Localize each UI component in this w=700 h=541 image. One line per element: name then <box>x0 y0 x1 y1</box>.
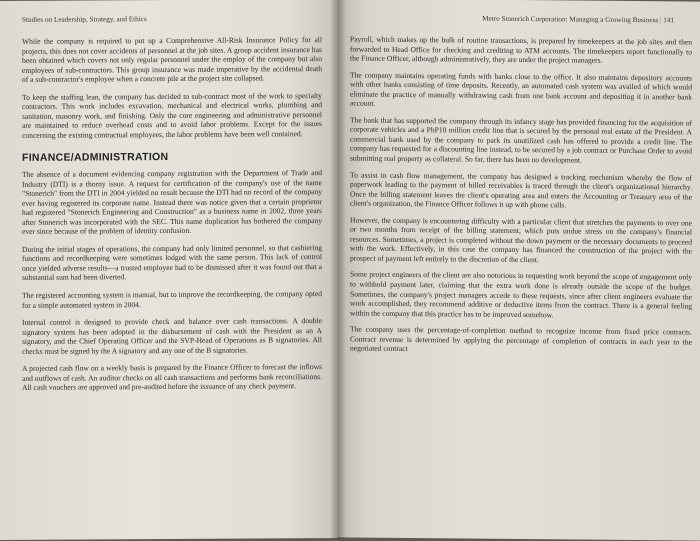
paragraph: Internal control is designed to provide check and balance over cash transactions. A double signatory system has been adopted in the disbursement of cash with the President as an A signatory, and the Chief Operating Officer and the SVP-Head of Operations as B signatories. All checks must be signed by the A signatory and any one of the B signatories. <box>22 316 322 356</box>
page-number: 141 <box>663 16 674 25</box>
paragraph: The company maintains operating funds with banks close to the office. It also maintains depository accounts with other banks consisting of time deposits. Recently, an automated cash system was availed of which would eliminate the practice of manually withdrawing cash from one bank account and depositing it in another bank account. <box>350 70 692 109</box>
paragraph: Some project engineers of the client are also notorious in requesting work beyond the scope of engagement only to withhold payment later, claiming that the extra work done is already outside the scope of the budget. Sometimes, the company's project managers accede to these requests, since after client engineers evaluate the work accomplished, they recommend additive or deductive items from the contract. There is a general feeling within the company that this practice has to be improved somehow. <box>350 270 692 319</box>
paragraph: While the company is required to put up a Comprehensive All-Risk Insurance Policy for all projects, this does not cover accidents of personnel at the job sites. A group accident insurance has been obtained which covers not only regular personnel under the employ of the company but also employees of sub-contractors. This group insurance was made imperative by the accidental death of a sub-contractor's employee when a concrete pile at the project site collapsed. <box>22 35 322 85</box>
section-heading-finance: FINANCE/ADMINISTRATION <box>22 151 169 165</box>
right-column <box>350 35 692 357</box>
right-running-head <box>350 13 692 38</box>
paragraph: Payroll, which makes up the bulk of routine transactions, is prepared by timekeepers at the job sites and then forwarded to Head Office for checking and crediting to ATM accounts. The timekeepers report functionally to the Finance Officer, although administratively, they are under the project managers. <box>350 34 692 65</box>
left-page <box>0 0 338 540</box>
paragraph: To keep the staffing lean, the company has decided to sub-contract most of the work to specialty contractors. This work includes excavation, mechanical and electrical works, plumbing and sanitation, masonry work, and finishing. Only the core engineering and administrative personnel are maintained to reduce overhead costs and to avoid labor problems. Except for the issues concerning the existing contractual employees, the labor problems have been well contained. <box>22 90 322 140</box>
paragraph: The absence of a document evidencing company registration with the Department of Trade and Industry (DTI) is a thorny issue. A request for certification of the company's use of the name "Stonerich" from the DTI in 2004 yielded no result because the DTI had no record of the company ever having registered its corporate name. Instead there was notice given that a certain proprietor had registered "Stonerich Engineering and Construction" as a business name in 2002, three years after Stonerich was incorporated with the SEC. This name duplication has bothered the company ever since because of the problem of identity confusion. <box>22 168 322 237</box>
left-running-head: Studies on Leadership, Strategy, and Ethics <box>22 15 147 24</box>
paragraph: During the initial stages of operations, the company had only limited personnel, so that cashiering functions and recordkeeping were sometimes lodged with the same person. This lack of control once yielded adverse results—a trusted employee had to be dismissed after it was found out that a substantial sum had been diverted. <box>22 242 322 283</box>
paragraph: To assist in cash flow management, the company has designed a tracking mechanism whereby the flow of paperwork leading to the payment of billed receivables is traced through the client's organizational hierarchy. Once the billing statement leaves the client's operating area and enters the Accounting or Treasury area of the client's organization, the Finance Officer follows it up with phone calls. <box>350 170 692 210</box>
right-page <box>338 0 700 541</box>
paragraph: However, the company is encountering difficulty with a particular client that stretches the payments to over one or two months from receipt of the billing statement, which puts undue stress on the company's financial resources. Sometimes, a project is completed without the down payment or the necessary documents to proceed with the work. Effectively, in this case the company has financed the construction of the project with the prospect of payment left entirely to the discretion of the client. <box>350 215 692 265</box>
paragraph: The registered accounting system is manual, but to improve the recordkeeping, the company opted for a simple automated system in 2004. <box>22 289 322 310</box>
paragraph: The bank that has supported the company through its infancy stage has provided financing for the acquisition of corporate vehicles and a PhP10 million credit line that is secured by the personal real estate of the President. A commercial bank used by the company to park its unutilized cash has offered to provide a credit line. The company has requested for a discounting line instead, to be secured by a job contract or Purchase Order to avoid submitting real property as collateral. So far, there has been no development. <box>350 115 692 165</box>
left-column <box>22 35 322 393</box>
running-head-separator: | <box>659 16 662 25</box>
running-head-title: Metro Stonerich Corporation: Managing a Growing Business <box>482 14 659 25</box>
paragraph: The company uses the percentage-of-completion method to recognize income from fixed price contracts. Contract revenue is determined by applying the percentage of completion of contracts in each year to the negotiated contract <box>350 324 692 354</box>
book-gutter-shadow <box>330 0 346 539</box>
paragraph: A projected cash flow on a weekly basis is prepared by the Finance Officer to forecast the inflows and outflows of cash. An auditor checks on all cash transactions and performs bank reconciliations. All cash vouchers are approved and pre-audited before the issuance of any check payment. <box>22 362 322 393</box>
